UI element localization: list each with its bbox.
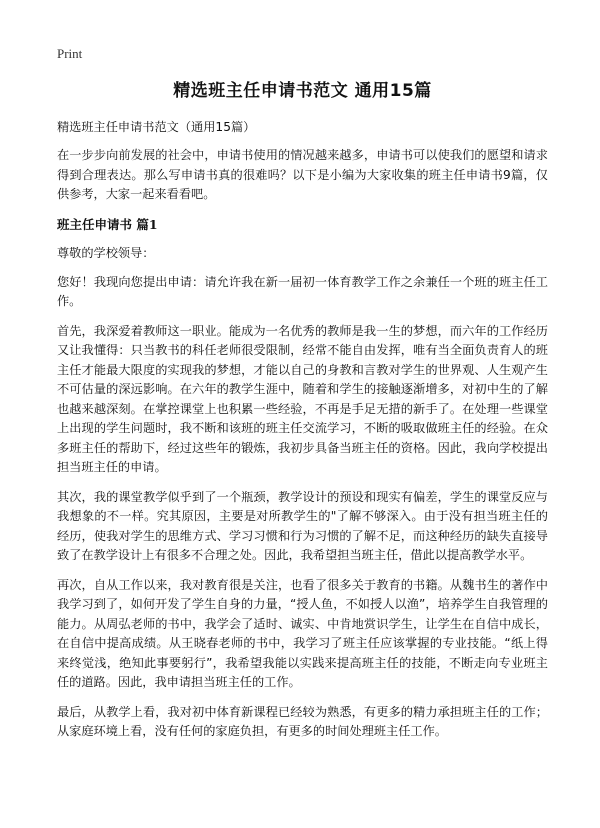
- body-paragraph-5: 最后，从教学上看，我对初中体育新课程已经较为熟悉，有更多的精力承担班主任的工作；从家庭环境上看，没有任何的家庭负担，有更多的时间处理班主任工作。: [57, 704, 548, 738]
- document-title: 精选班主任申请书范文 通用15篇: [173, 81, 432, 101]
- body-paragraph-2: 首先，我深爱着教师这一职业。能成为一名优秀的教师是我一生的梦想，而六年的工作经历又让我懂得：只当教书的科任老师很受限制，经常不能自由发挥，唯有当全面负责育人的班主任才能最大限度的实现我的梦想，才能以自己的身教和言教对学生的世界观、人生观产生不可估量的深远影响。在六年的教学生涯中，随着和学生的接触逐渐增多，对初中生的了解也越来越深刻。在掌控课堂上也积累一些经验，不再是手足无措的新手了。在处理一些课堂上出现的学生问题时，我不断和该班的班主任交流学习，不断的吸取做班主任的经验。在众多班主任的帮助下，经过这些年的锻炼，我初步具备当班主任的资格。因此，我向学校提出担当班主任的申请。: [57, 323, 548, 474]
- salutation: 尊敬的学校领导：: [57, 245, 155, 260]
- print-label: Print: [57, 46, 83, 61]
- body-paragraph-1: 您好！我现向您提出申请：请允许我在新一届初一体育教学工作之余兼任一个班的班主任工作。: [57, 274, 548, 308]
- body-paragraph-3: 其次，我的课堂教学似乎到了一个瓶颈，教学设计的预设和现实有偏差，学生的课堂反应与我想象的不一样。究其原因，主要是对所教学生的"了解不够深入。由于没有担当班主任的经历，使我对学生的思维方式、学习习惯和行为习惯的了解不足，而这种经历的缺失直接导致了在教学设计上有很多不合理之处。因此，我希望担当班主任，借此以提高教学水平。: [57, 489, 548, 562]
- intro-paragraph: 在一步步向前发展的社会中，申请书使用的情况越来越多，申请书可以使我们的愿望和请求得到合理表达。那么写申请书真的很难吗？以下是小编为大家收集的班主任申请书9篇，仅供参考，大家一起来看看吧。: [57, 148, 548, 201]
- section-heading: 班主任申请书 篇1: [57, 216, 158, 232]
- body-paragraph-4: 再次，自从工作以来，我对教育很是关注，也看了很多关于教育的书籍。从魏书生的著作中我学习到了，如何开发了学生自身的力量，“授人鱼，不如授人以渔”，培养学生自我管理的能力。从周弘老师的书中，我学会了适时、诚实、中肯地赏识学生，让学生在自信中成长，在自信中提高成绩。从王晓春老师的书中，我学习了班主任应该掌握的专业技能。“纸上得来终觉浅，绝知此事要躬行”，我希望我能以实践来提高班主任的技能，不断走向专业班主任的道路。因此，我申请担当班主任的工作。: [57, 577, 548, 689]
- document-subtitle: 精选班主任申请书范文（通用15篇）: [57, 120, 256, 134]
